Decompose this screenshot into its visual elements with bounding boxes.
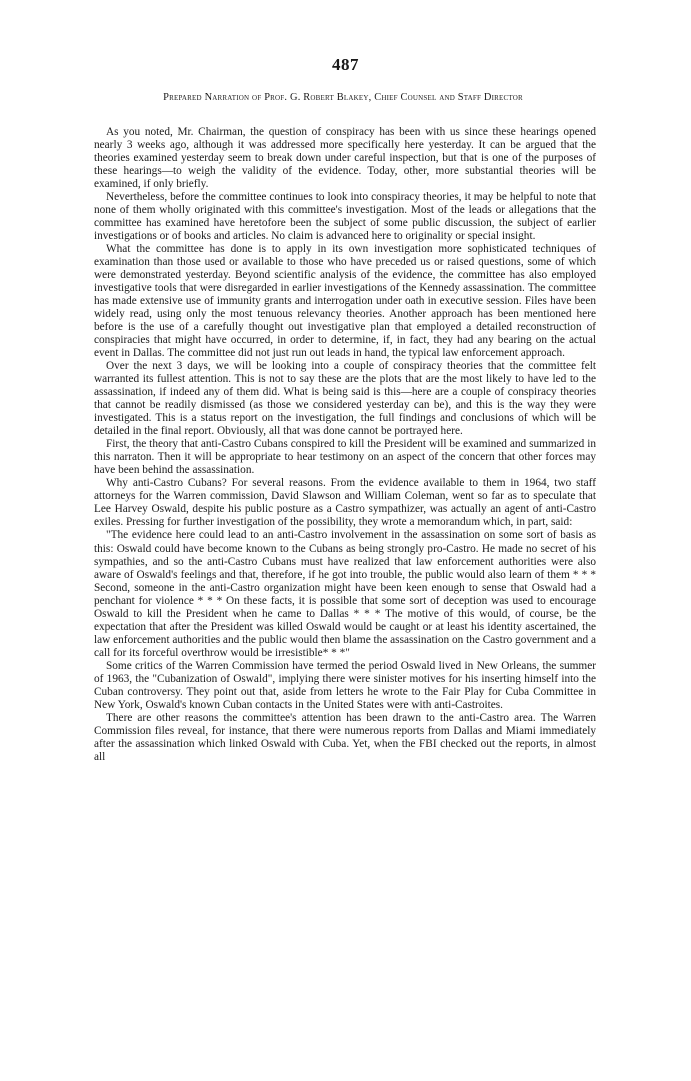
paragraph: First, the theory that anti-Castro Cubans conspired to kill the President will be examined and summarized in this narraton. Then it will be appropriate to hear testimony on an aspect of the concern that other forces may have been behind the assassination. xyxy=(94,438,596,477)
body-text xyxy=(94,126,596,764)
paragraph: Nevertheless, before the committee continues to look into conspiracy theories, it may be helpful to note that none of them wholly originated with this committee's investigation. Most of the leads or allegations that the committee has examined have heretofore been the subject of some public discussion, the subject of earlier investigations or of books and articles. No claim is advanced here to originality or special insight. xyxy=(94,191,596,243)
paragraph: What the committee has done is to apply in its own investigation more sophisticated techniques of examination than those used or available to those who have preceded us or raised questions, some of which were demonstrated yesterday. Beyond scientific analysis of the evidence, the committee has also employed investigative tools that were disregarded in earlier investigations of the Kennedy assassination. The committee has made extensive use of immunity grants and interrogation under oath in executive session. Files have been widely read, using only the most tenuous relevancy theories. Another approach has been mentioned here before is the use of a carefully thought out investigative plan that employed a detailed reconstruction of conspiracies that might have occurred, in order to determine, if, in fact, they had any bearing on the actual event in Dallas. The committee did not just run out leads in hand, the typical law enforcement approach. xyxy=(94,243,596,360)
section-heading: Prepared Narration of Prof. G. Robert Blakey, Chief Counsel and Staff Director xyxy=(163,92,523,103)
paragraph: There are other reasons the committee's attention has been drawn to the anti-Castro area. The Warren Commission files reveal, for instance, that there were numerous reports from Dallas and Miami immediately after the assassination which linked Oswald with Cuba. Yet, when the FBI checked out the reports, in almost all xyxy=(94,711,596,763)
page-number: 487 xyxy=(332,55,359,74)
paragraph: Why anti-Castro Cubans? For several reasons. From the evidence available to them in 1964, two staff attorneys for the Warren commission, David Slawson and William Coleman, went so far as to speculate that Lee Harvey Oswald, despite his public posture as a Castro sympathizer, was actually an agent of anti-Castro exiles. Pressing for further investigation of the possibility, they wrote a memorandum which, in part, said: xyxy=(94,477,596,529)
paragraph: Over the next 3 days, we will be looking into a couple of conspiracy theories that the committee felt warranted its fullest attention. This is not to say these are the plots that are the most likely to have led to the assassination, if indeed any of them did. What is being said is this—here are a couple of conspiracy theories that cannot be readily dismissed (as those we considered yesterday can be), and this is the way they were investigated. This is a status report on the investigation, the full findings and conclusions of which will be detailed in the final report. Obviously, all that was done cannot be portrayed here. xyxy=(94,360,596,438)
paragraph: Some critics of the Warren Commission have termed the period Oswald lived in New Orleans, the summer of 1963, the "Cubanization of Oswald", implying there were sinister motives for his inserting himself into the Cuban controversy. They point out that, aside from letters he wrote to the Fair Play for Cuba Committee in New York, Oswald's known Cuban contacts in the United States were with anti-Castroites. xyxy=(94,659,596,711)
quoted-memorandum: "The evidence here could lead to an anti-Castro involvement in the assassination on some sort of basis as this: Oswald could have become known to the Cubans as being strongly pro-Castro. He made no secret of his sympathies, and so the anti-Castro Cubans must have realized that law enforcement authorities were also aware of Oswald's feelings and that, therefore, if he got into trouble, the public would also learn of them * * * Second, someone in the anti-Castro organization might have been keen enough to sense that Oswald had a penchant for violence * * * On these facts, it is possible that some sort of deception was used to encourage Oswald to kill the President when he came to Dallas * * * The motive of this would, of course, be the expectation that after the President was killed Oswald would be caught or at least his identity ascertained, the law enforcement authorities and the public would then blame the assassination on the Castro government and a call for its forceful overthrow would be irresistible* * *" xyxy=(94,529,596,659)
paragraph: As you noted, Mr. Chairman, the question of conspiracy has been with us since these hearings opened nearly 3 weeks ago, although it was addressed more specifically here yesterday. It can be argued that the theories examined yesterday seem to break down under careful inspection, but that is one of the purposes of these hearings—to weigh the validity of the evidence. Today, other, more substantial theories will be examined, if only briefly. xyxy=(94,126,596,191)
